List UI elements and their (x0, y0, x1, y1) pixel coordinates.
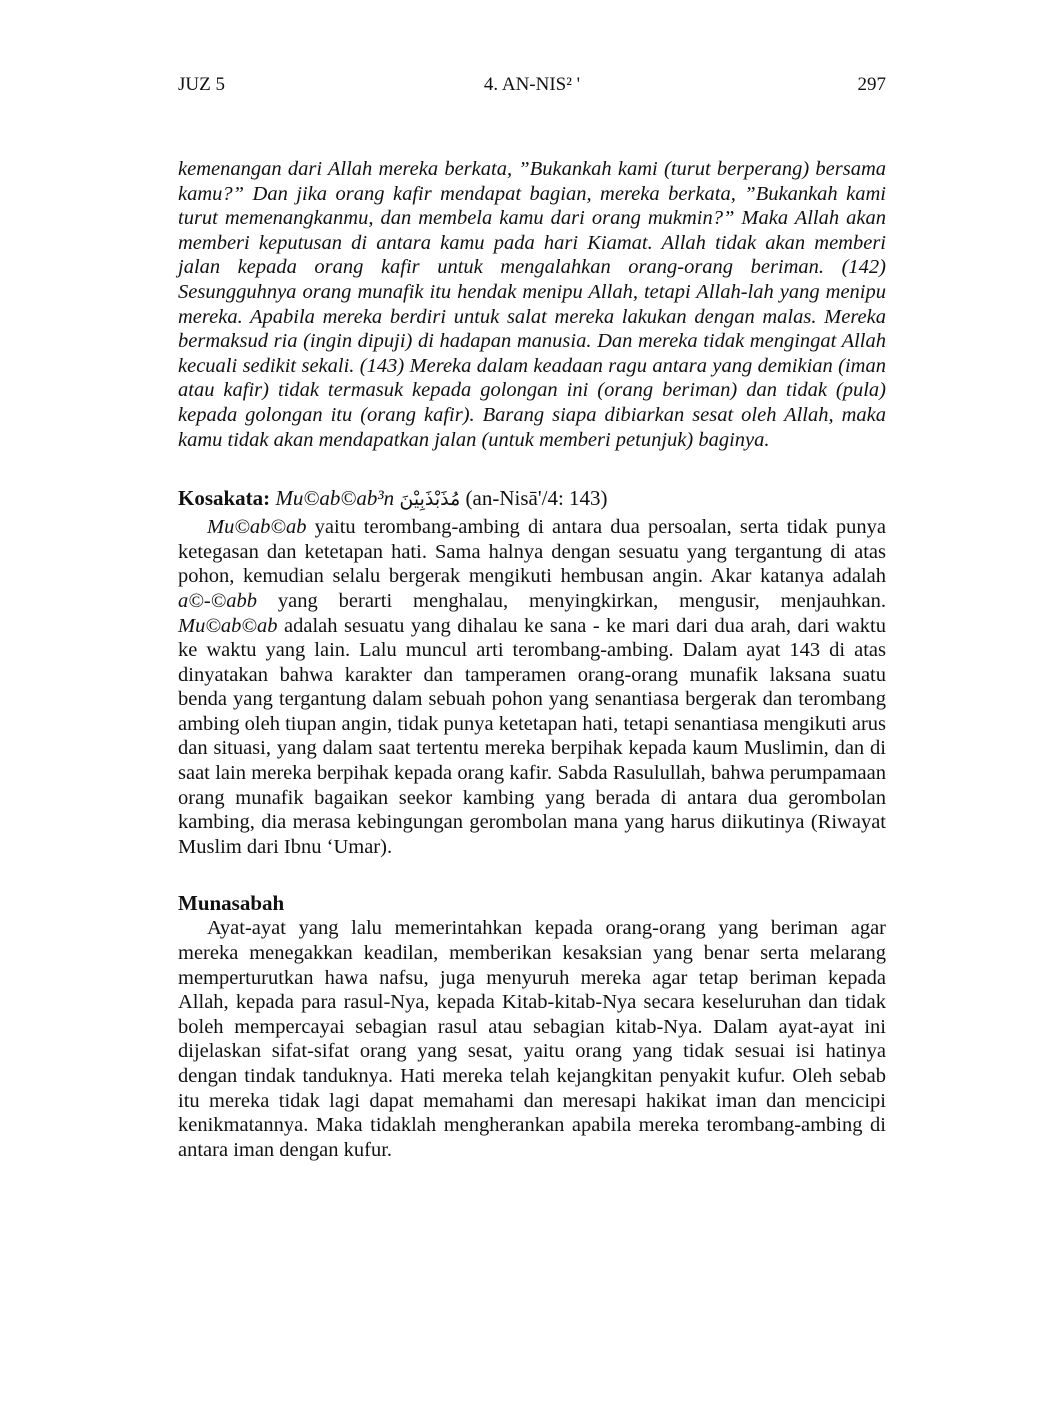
kosakata-label: Kosakata: (178, 486, 271, 511)
munasabah-paragraph: Ayat-ayat yang lalu memerintahkan kepada orang-orang yang beriman agar mereka menegakkan keadilan, memberikan kesaksian yang benar serta melarang memperturutkan hawa nafsu, juga menyuruh mereka agar tetap beriman kepada Allah, kepada para rasul-Nya, kepada Kitab-kitab-Nya secara keseluruhan dan tidak boleh mempercayai sebagian rasul atau sebagian kitab-Nya. Dalam ayat-ayat ini dijelaskan sifat-sifat orang yang sesat, yaitu orang yang tidak sesuai isi hatinya dengan tindak tanduknya. Hati mereka telah kejangkitan penyakit kufur. Oleh sebab itu mereka tidak lagi dapat memahami dan meresapi hakikat iman dan mencicipi kenikmatannya. Maka tidaklah mengherankan apabila mereka terombang-ambing di antara iman dengan kufur. (178, 917, 886, 1161)
kosakata-term-inline-1: Mu©ab©ab (207, 516, 307, 539)
kosakata-text-3: adalah sesuatu yang dihalau ke sana - ke mari dari dua arah, dari waktu ke waktu yang lain. Lalu muncul arti terombang-ambing. Dalam ayat 143 di atas dinyatakan bahwa karakter dan tamperamen orang-orang munafik laksana suatu benda yang tergantung dalam sebuah pohon yang senantiasa bergerak dan terombang ambing oleh tiupan angin, tidak punya ketetapan hati, tetapi senantiasa mengikuti arus dan situasi, yang dalam saat tertentu mereka berpihak kepada kaum Muslimin, dan di saat lain mereka berpihak kepada orang kafir. Sabda Rasulullah, bahwa perumpamaan orang munafik bagaikan seekor kambing yang berada di antara dua gerombolan kambing, dia merasa kebingungan gerombolan mana yang harus diikutinya (Riwayat Muslim dari Ibnu ‘Umar). (178, 614, 886, 858)
page-number: 297 (857, 74, 886, 95)
page-content (178, 157, 886, 1162)
kosakata-arabic: مُذَبْذَبِيْنَ (399, 488, 461, 511)
kosakata-paragraph (178, 515, 886, 859)
kosakata-text-1: yaitu terombang-ambing di antara dua persoalan, serta tidak punya ketegasan dan ketetapan hati. Sama halnya dengan sesuatu yang tergantung di atas pohon, kemudian selalu bergerak mengikuti hembusan angin. Akar katanya adalah (178, 516, 886, 588)
munasabah-heading: Munasabah (178, 891, 285, 916)
translation-paragraph: kemenangan dari Allah mereka berkata, ”Bukankah kami (turut berperang) bersama kamu?” Dan jika orang kafir mendapat bagian, mereka berkata, ”Bukankah kami turut memenangkanmu, dan membela kamu dari orang mukmin?” Maka Allah akan memberi keputusan di antara kamu pada hari Kiamat. Allah tidak akan memberi jalan kepada orang kafir untuk mengalahkan orang-orang beriman. (142) Sesungguhnya orang munafik itu hendak menipu Allah, tetapi Allah-lah yang menipu mereka. Apabila mereka berdiri untuk salat mereka lakukan dengan malas. Mereka bermaksud ria (ingin dipuji) di hadapan manusia. Dan mereka tidak mengingat Allah kecuali sedikit sekali. (143) Mereka dalam keadaan ragu antara yang demikian (iman atau kafir) tidak termasuk kepada golongan ini (orang beriman) dan tidak (pula) kepada golongan itu (orang kafir). Barang siapa dibiarkan sesat oleh Allah, maka kamu tidak akan mendapatkan jalan (untuk memberi petunjuk) baginya. (178, 158, 886, 451)
kosakata-text-2: yang berarti menghalau, menyingkirkan, mengusir, menjauhkan. (256, 589, 886, 612)
kosakata-reference: (an-Nisā'/4: 143) (465, 486, 608, 511)
running-header (178, 74, 886, 100)
juz-label: JUZ 5 (178, 74, 225, 95)
surah-title: 4. AN-NIS² ' (483, 74, 581, 95)
kosakata-term-inline-3: Mu©ab©ab (178, 614, 278, 637)
kosakata-term-inline-2: a©-©abb (178, 589, 257, 612)
kosakata-term: Mu©ab©ab³n (275, 486, 395, 511)
kosakata-heading (178, 486, 886, 512)
